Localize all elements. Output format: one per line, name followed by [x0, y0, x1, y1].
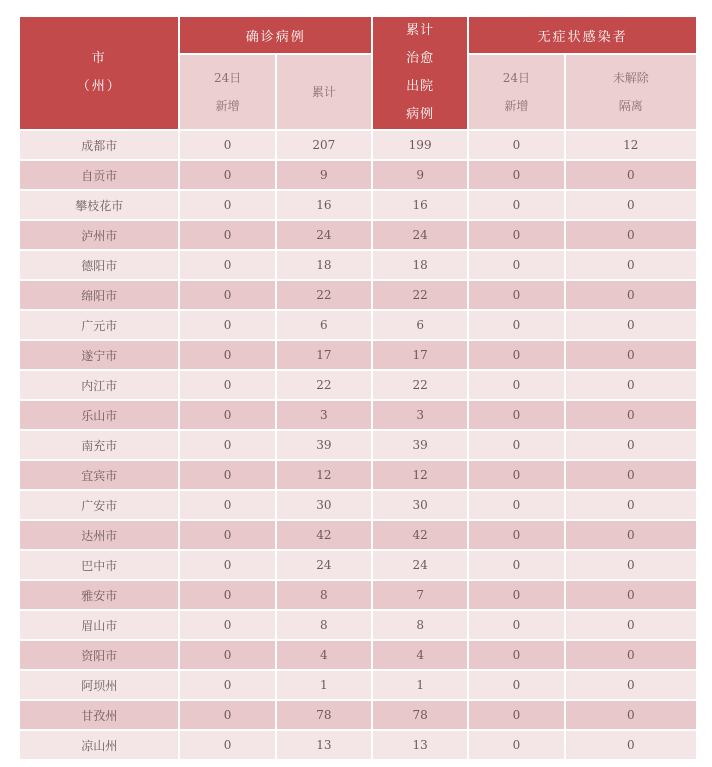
cell-confirmed-new: 0 — [180, 221, 274, 249]
cell-asym-isolated: 0 — [566, 521, 696, 549]
cell-confirmed-total: 24 — [277, 221, 371, 249]
cell-asym-new: 0 — [469, 581, 563, 609]
cell-confirmed-total: 12 — [277, 461, 371, 489]
table-row — [20, 191, 696, 219]
cell-confirmed-new: 0 — [180, 731, 274, 759]
cell-confirmed-new: 0 — [180, 311, 274, 339]
cell-cured: 13 — [373, 731, 467, 759]
cell-city: 成都市 — [20, 131, 178, 159]
cell-asym-new: 0 — [469, 731, 563, 759]
table-row — [20, 521, 696, 549]
cell-city: 南充市 — [20, 431, 178, 459]
cell-asym-new: 0 — [469, 671, 563, 699]
header-cured-line2: 治愈 — [406, 51, 435, 66]
cell-asym-isolated: 0 — [566, 461, 696, 489]
cell-asym-isolated: 0 — [566, 161, 696, 189]
table-row — [20, 491, 696, 519]
cell-confirmed-new: 0 — [180, 161, 274, 189]
cell-city: 遂宁市 — [20, 341, 178, 369]
cell-confirmed-total: 16 — [277, 191, 371, 219]
header-asym-new-line2: 新增 — [504, 99, 529, 113]
cell-confirmed-total: 18 — [277, 251, 371, 279]
cell-asym-isolated: 0 — [566, 431, 696, 459]
table-row — [20, 731, 696, 759]
cell-cured: 3 — [373, 401, 467, 429]
cell-cured: 22 — [373, 281, 467, 309]
cell-asym-new: 0 — [469, 191, 563, 219]
cell-asym-isolated: 0 — [566, 581, 696, 609]
cell-city: 泸州市 — [20, 221, 178, 249]
table-row — [20, 641, 696, 669]
cell-asym-isolated: 0 — [566, 341, 696, 369]
cell-confirmed-total: 4 — [277, 641, 371, 669]
cell-confirmed-new: 0 — [180, 371, 274, 399]
cell-asym-new: 0 — [469, 341, 563, 369]
header-confirmed-new-line2: 新增 — [215, 99, 240, 113]
cell-asym-isolated: 0 — [566, 251, 696, 279]
cell-confirmed-total: 1 — [277, 671, 371, 699]
cell-asym-new: 0 — [469, 641, 563, 669]
cell-confirmed-new: 0 — [180, 431, 274, 459]
cell-cured: 199 — [373, 131, 467, 159]
cell-confirmed-total: 24 — [277, 551, 371, 579]
cell-asym-isolated: 0 — [566, 611, 696, 639]
table-row — [20, 131, 696, 159]
cell-asym-new: 0 — [469, 551, 563, 579]
cell-city: 雅安市 — [20, 581, 178, 609]
cell-confirmed-total: 8 — [277, 611, 371, 639]
cell-confirmed-new: 0 — [180, 401, 274, 429]
cell-confirmed-new: 0 — [180, 581, 274, 609]
table-row — [20, 611, 696, 639]
cell-asym-new: 0 — [469, 221, 563, 249]
cell-city: 德阳市 — [20, 251, 178, 279]
cell-city: 资阳市 — [20, 641, 178, 669]
cell-confirmed-total: 17 — [277, 341, 371, 369]
covid-stats-table — [18, 15, 698, 761]
header-confirmed: 确诊病例 — [180, 17, 371, 53]
cell-cured: 8 — [373, 611, 467, 639]
cell-asym-new: 0 — [469, 611, 563, 639]
cell-city: 眉山市 — [20, 611, 178, 639]
cell-asym-new: 0 — [469, 281, 563, 309]
cell-confirmed-total: 39 — [277, 431, 371, 459]
cell-asym-isolated: 0 — [566, 701, 696, 729]
cell-city: 自贡市 — [20, 161, 178, 189]
table-row — [20, 311, 696, 339]
header-cured-line1: 累计 — [406, 23, 435, 38]
cell-confirmed-total: 42 — [277, 521, 371, 549]
header-asymptomatic: 无症状感染者 — [469, 17, 696, 53]
cell-asym-isolated: 0 — [566, 671, 696, 699]
table-row — [20, 341, 696, 369]
cell-confirmed-total: 207 — [277, 131, 371, 159]
cell-cured: 4 — [373, 641, 467, 669]
header-asym-isolated — [566, 55, 696, 129]
cell-city: 广安市 — [20, 491, 178, 519]
header-city-line1: 市 — [91, 51, 107, 66]
cell-asym-isolated: 0 — [566, 221, 696, 249]
cell-confirmed-new: 0 — [180, 551, 274, 579]
table-row — [20, 431, 696, 459]
cell-confirmed-new: 0 — [180, 611, 274, 639]
header-cured-line3: 出院 — [406, 79, 435, 94]
table-row — [20, 701, 696, 729]
cell-confirmed-new: 0 — [180, 701, 274, 729]
cell-cured: 17 — [373, 341, 467, 369]
header-confirmed-new — [180, 55, 274, 129]
table-row — [20, 221, 696, 249]
cell-confirmed-new: 0 — [180, 251, 274, 279]
cell-asym-new: 0 — [469, 491, 563, 519]
cell-confirmed-new: 0 — [180, 341, 274, 369]
cell-city: 攀枝花市 — [20, 191, 178, 219]
covid-stats-table-wrapper — [20, 17, 696, 761]
cell-confirmed-new: 0 — [180, 281, 274, 309]
cell-cured: 12 — [373, 461, 467, 489]
cell-asym-new: 0 — [469, 371, 563, 399]
cell-city: 绵阳市 — [20, 281, 178, 309]
cell-city: 内江市 — [20, 371, 178, 399]
cell-cured: 24 — [373, 221, 467, 249]
cell-asym-isolated: 0 — [566, 311, 696, 339]
cell-confirmed-total: 22 — [277, 281, 371, 309]
cell-confirmed-new: 0 — [180, 521, 274, 549]
cell-asym-isolated: 0 — [566, 491, 696, 519]
cell-asym-isolated: 0 — [566, 731, 696, 759]
cell-confirmed-total: 78 — [277, 701, 371, 729]
cell-cured: 9 — [373, 161, 467, 189]
header-asym-new-line1: 24日 — [502, 71, 531, 85]
table-body — [20, 131, 696, 759]
cell-city: 乐山市 — [20, 401, 178, 429]
cell-asym-new: 0 — [469, 461, 563, 489]
cell-confirmed-total: 13 — [277, 731, 371, 759]
cell-asym-isolated: 0 — [566, 551, 696, 579]
cell-city: 巴中市 — [20, 551, 178, 579]
table-row — [20, 251, 696, 279]
cell-cured: 78 — [373, 701, 467, 729]
header-asym-isolated-line1: 未解除 — [612, 71, 649, 85]
cell-confirmed-new: 0 — [180, 671, 274, 699]
cell-cured: 42 — [373, 521, 467, 549]
cell-cured: 18 — [373, 251, 467, 279]
cell-confirmed-new: 0 — [180, 191, 274, 219]
cell-confirmed-total: 22 — [277, 371, 371, 399]
cell-cured: 30 — [373, 491, 467, 519]
cell-confirmed-total: 3 — [277, 401, 371, 429]
cell-asym-new: 0 — [469, 701, 563, 729]
table-row — [20, 401, 696, 429]
cell-asym-isolated: 0 — [566, 191, 696, 219]
cell-asym-new: 0 — [469, 521, 563, 549]
cell-asym-isolated: 12 — [566, 131, 696, 159]
cell-asym-isolated: 0 — [566, 281, 696, 309]
cell-cured: 22 — [373, 371, 467, 399]
cell-asym-new: 0 — [469, 311, 563, 339]
cell-asym-isolated: 0 — [566, 641, 696, 669]
cell-cured: 16 — [373, 191, 467, 219]
cell-asym-new: 0 — [469, 131, 563, 159]
cell-asym-isolated: 0 — [566, 401, 696, 429]
cell-city: 宜宾市 — [20, 461, 178, 489]
table-row — [20, 581, 696, 609]
cell-city: 阿坝州 — [20, 671, 178, 699]
cell-asym-new: 0 — [469, 251, 563, 279]
cell-asym-new: 0 — [469, 401, 563, 429]
header-asym-isolated-line2: 隔离 — [618, 99, 643, 113]
table-row — [20, 371, 696, 399]
cell-city: 甘孜州 — [20, 701, 178, 729]
cell-cured: 1 — [373, 671, 467, 699]
cell-confirmed-new: 0 — [180, 641, 274, 669]
cell-cured: 7 — [373, 581, 467, 609]
cell-confirmed-total: 8 — [277, 581, 371, 609]
header-city-line2: （州） — [76, 79, 122, 94]
cell-asym-new: 0 — [469, 431, 563, 459]
cell-asym-new: 0 — [469, 161, 563, 189]
table-row — [20, 551, 696, 579]
cell-city: 广元市 — [20, 311, 178, 339]
header-cured — [373, 17, 467, 129]
table-row — [20, 671, 696, 699]
cell-cured: 39 — [373, 431, 467, 459]
header-cured-line4: 病例 — [406, 107, 435, 122]
header-confirmed-total: 累计 — [277, 55, 371, 129]
cell-cured: 6 — [373, 311, 467, 339]
cell-city: 达州市 — [20, 521, 178, 549]
header-asym-new — [469, 55, 563, 129]
cell-asym-isolated: 0 — [566, 371, 696, 399]
table-row — [20, 161, 696, 189]
cell-confirmed-total: 9 — [277, 161, 371, 189]
header-city — [20, 17, 178, 129]
cell-confirmed-total: 30 — [277, 491, 371, 519]
cell-cured: 24 — [373, 551, 467, 579]
cell-confirmed-new: 0 — [180, 461, 274, 489]
table-row — [20, 281, 696, 309]
cell-confirmed-new: 0 — [180, 131, 274, 159]
header-confirmed-new-line1: 24日 — [213, 71, 242, 85]
cell-confirmed-new: 0 — [180, 491, 274, 519]
cell-city: 凉山州 — [20, 731, 178, 759]
table-row — [20, 461, 696, 489]
cell-confirmed-total: 6 — [277, 311, 371, 339]
